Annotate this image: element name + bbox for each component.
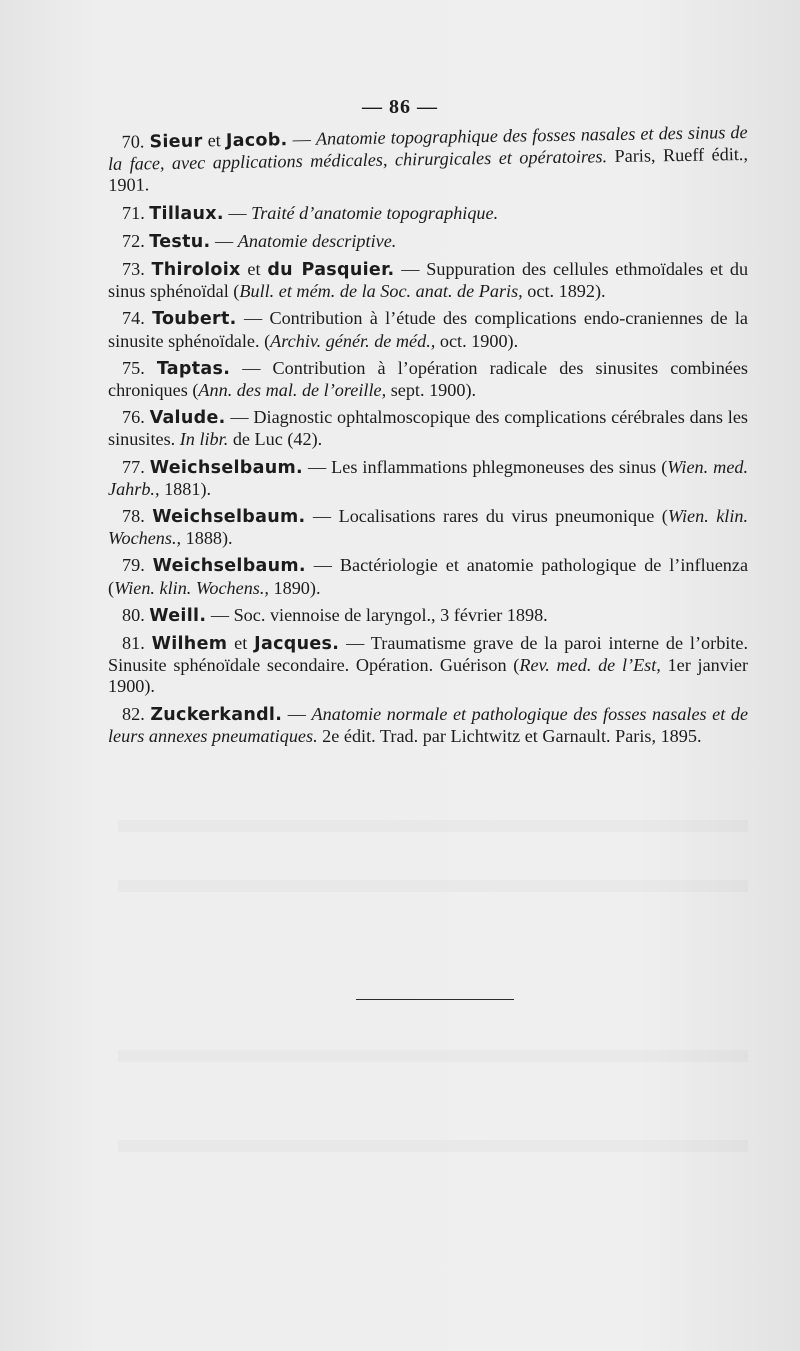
entry-dash: —	[313, 555, 332, 576]
entry-number: 81.	[122, 633, 145, 654]
entry-author: Jacques.	[254, 634, 340, 655]
bibliography-entry-72	[108, 231, 748, 253]
bibliography-entry-75	[108, 358, 748, 401]
entry-number: 72.	[122, 230, 145, 251]
bibliography-entry-76	[108, 407, 748, 450]
entry-author: Thiroloix	[151, 260, 241, 281]
entry-author-separator: et	[234, 633, 248, 654]
entry-publisher: 2e édit. Trad. par Lichtwitz et Garnault. Paris, 1895.	[322, 725, 702, 746]
bleed-through	[118, 1050, 748, 1062]
entry-dash: —	[228, 202, 247, 223]
entry-number: 78.	[122, 506, 145, 527]
entry-journal: Wien. klin. Wochens.,	[108, 506, 749, 549]
entry-author-separator: et	[207, 130, 221, 151]
bibliography-entry-71	[108, 203, 748, 225]
entry-publisher: Paris, Rueff édit., 1901.	[108, 144, 749, 196]
bibliography-entry-80	[108, 605, 748, 627]
bibliography-entry-78	[108, 506, 748, 549]
entry-date: oct. 1900).	[439, 330, 519, 351]
entry-dash: —	[230, 407, 249, 428]
entry-text: Contribution à l’étude des complications endo-craniennes de la sinusite sphénoïdale. (	[108, 308, 749, 351]
entry-number: 79.	[122, 555, 145, 576]
entry-title: Anatomie descriptive.	[237, 230, 397, 251]
entry-date: de Luc (42).	[232, 429, 323, 450]
entry-author: Zuckerkandl.	[150, 704, 283, 725]
entry-author: Weill.	[149, 605, 207, 626]
entry-author: Valude.	[149, 408, 226, 429]
entry-author: Jacob.	[225, 130, 288, 152]
entry-author: Wilhem	[151, 634, 228, 655]
entry-author: Sieur	[149, 131, 203, 153]
entry-journal: Bull. et mém. de la Soc. anat. de Paris,	[239, 281, 523, 302]
entry-number: 82.	[122, 703, 145, 724]
entry-author-separator: et	[247, 259, 261, 280]
entry-author: du Pasquier.	[267, 260, 395, 281]
bibliography-list	[107, 121, 749, 753]
entry-date: 1er janvier 1900).	[108, 655, 749, 697]
entry-date: 1890).	[273, 577, 321, 598]
entry-author: Weichselbaum.	[149, 457, 303, 478]
entry-text: Les inflammations phlegmoneuses des sinus (	[331, 456, 668, 477]
entry-number: 71.	[122, 202, 145, 223]
bibliography-entry-73	[108, 259, 748, 302]
bibliography-entry-82	[108, 704, 748, 747]
entry-date: oct. 1892).	[527, 281, 606, 302]
entry-date: 1881).	[164, 478, 212, 499]
entry-dash: —	[287, 703, 306, 724]
entry-dash: —	[242, 357, 261, 378]
entry-author: Taptas.	[156, 358, 231, 379]
entry-dash: —	[292, 128, 311, 150]
bibliography-entry-74	[108, 308, 748, 351]
entry-text: Bactériologie et anatomie pathologique de l’influenza (	[108, 555, 749, 598]
entry-author: Testu.	[149, 231, 211, 252]
entry-dash: —	[307, 456, 327, 477]
bibliography-entry-79	[108, 555, 748, 598]
entry-author: Weichselbaum.	[152, 556, 306, 577]
entry-number: 77.	[122, 456, 145, 477]
entry-number: 75.	[122, 357, 145, 378]
bibliography-entry-81	[108, 633, 748, 698]
entry-number: 70.	[121, 131, 145, 152]
entry-text: Localisations rares du virus pneumonique (	[338, 506, 668, 527]
entry-date: 1888).	[185, 528, 233, 549]
bleed-through	[118, 820, 748, 832]
entry-journal: Wien. klin. Wochens.,	[114, 577, 269, 598]
entry-author: Weichselbaum.	[152, 507, 306, 528]
entry-dash: —	[215, 230, 234, 251]
entry-journal: Wien. med. Jahrb.,	[108, 456, 749, 499]
bleed-through	[118, 1140, 748, 1152]
entry-dash: —	[346, 633, 365, 654]
entry-number: 76.	[122, 407, 145, 428]
entry-journal: In libr.	[179, 429, 229, 450]
entry-text: Diagnostic ophtalmoscopique des complications cérébrales dans les sinusites.	[108, 407, 749, 450]
bleed-through	[118, 880, 748, 892]
entry-author: Tillaux.	[149, 203, 224, 224]
entry-text: Suppuration des cellules ethmoïdales et du sinus sphénoïdal (	[108, 259, 749, 302]
entry-number: 73.	[122, 259, 145, 280]
entry-title: Traité d’anatomie topographique.	[251, 202, 499, 223]
entry-journal: Rev. med. de l’Est,	[519, 655, 661, 676]
entry-dash: —	[401, 259, 420, 280]
entry-author: Toubert.	[152, 309, 237, 330]
entry-date: sept. 1900).	[390, 380, 477, 401]
entry-title: Anatomie topographique des fosses nasales et des sinus de la face, avec applications médicales, chirurgicales et opératoires.	[107, 121, 748, 175]
entry-number: 80.	[122, 604, 145, 625]
entry-journal: Ann. des mal. de l’oreille,	[198, 380, 387, 401]
entry-dash: —	[210, 604, 230, 625]
entry-journal: Archiv. génér. de méd.,	[270, 330, 436, 351]
page-number: — 86 —	[362, 96, 438, 118]
entry-dash: —	[312, 506, 332, 527]
bibliography-entry-70	[107, 122, 748, 197]
entry-text: Contribution à l’opération radicale des sinusites combinées chroniques (	[108, 357, 749, 401]
entry-dash: —	[243, 308, 263, 329]
entry-title: Anatomie normale et pathologique des fosses nasales et de leurs annexes pneumatiques.	[108, 703, 749, 746]
entry-text: Soc. viennoise de laryngol., 3 février 1898.	[233, 604, 548, 625]
section-divider	[356, 999, 514, 1000]
entry-text: Traumatisme grave de la paroi interne de l’orbite. Sinusite sphénoïdale secondaire. Opération. Guérison (	[108, 633, 749, 676]
entry-number: 74.	[122, 308, 145, 329]
bibliography-entry-77	[108, 457, 748, 500]
